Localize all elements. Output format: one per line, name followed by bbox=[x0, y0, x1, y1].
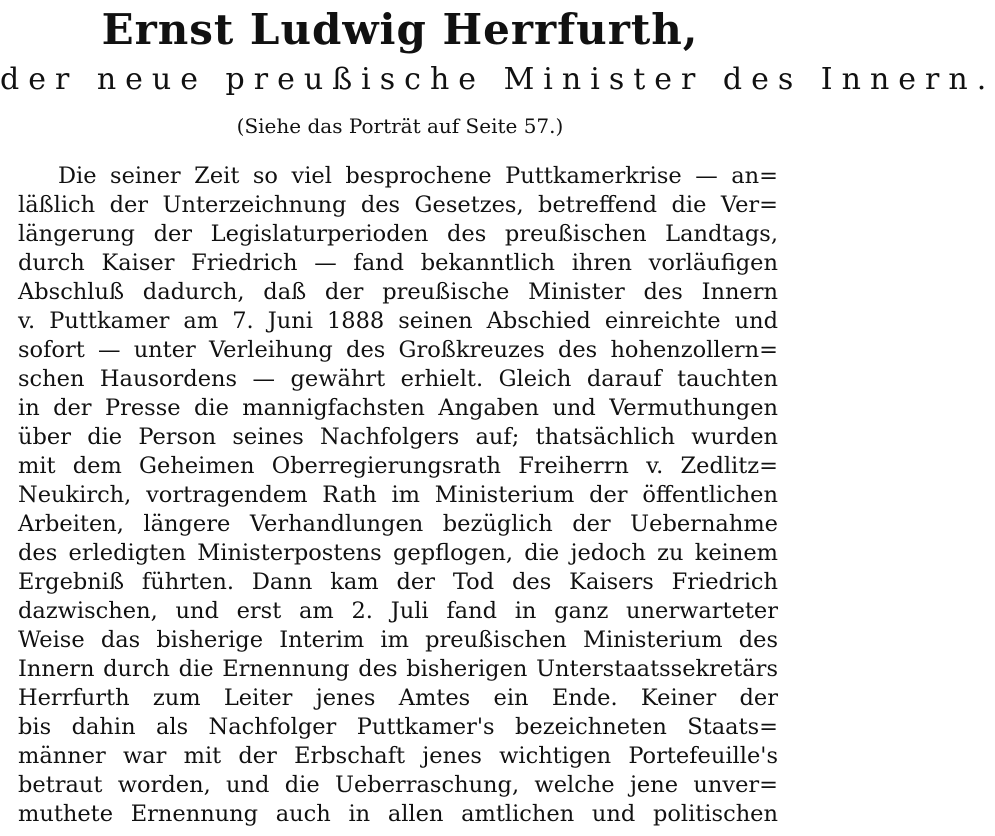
body-line: Ergebniß führten. Dann kam der Tod des Kaisers Friedrich bbox=[18, 569, 778, 595]
body-line: Abschluß dadurch, daß der preußische Minister des Innern bbox=[18, 279, 778, 305]
body-line: dazwischen, und erst am 2. Juli fand in ganz unerwarteter bbox=[18, 598, 778, 624]
body-line: Herrfurth zum Leiter jenes Amtes ein Ende. Keiner der bbox=[18, 685, 778, 711]
body-line: des erledigten Ministerpostens gepflogen, die jedoch zu keinem bbox=[18, 540, 778, 566]
body-line: Neukirch, vortragendem Rath im Ministerium der öffentlichen bbox=[18, 482, 778, 508]
body-line: über die Person seines Nachfolgers auf; thatsächlich wurden bbox=[18, 424, 778, 450]
body-line: in der Presse die mannigfachsten Angaben und Vermuthungen bbox=[18, 395, 778, 421]
body-line: Die seiner Zeit so viel besprochene Puttkamerkrise — an= bbox=[58, 163, 778, 189]
body-line: läßlich der Unterzeichnung des Gesetzes, betreffend die Ver= bbox=[18, 192, 778, 218]
body-line: Innern durch die Ernennung des bisherigen Unterstaatssekretärs bbox=[18, 656, 778, 682]
portrait-reference-note: (Siehe das Porträt auf Seite 57.) bbox=[236, 114, 564, 138]
body-line: männer war mit der Erbschaft jenes wichtigen Portefeuille's bbox=[18, 743, 778, 769]
body-line: betraut worden, und die Ueberraschung, welche jene unver= bbox=[18, 772, 778, 798]
article-title: Ernst Ludwig Herrfurth, bbox=[101, 5, 699, 54]
body-line: durch Kaiser Friedrich — fand bekanntlich ihren vorläufigen bbox=[18, 250, 778, 276]
body-line: Arbeiten, längere Verhandlungen bezüglich der Uebernahme bbox=[18, 511, 778, 537]
body-line: v. Puttkamer am 7. Juni 1888 seinen Abschied einreichte und bbox=[18, 308, 778, 334]
body-line: sofort — unter Verleihung des Großkreuzes des hohenzollern= bbox=[18, 337, 778, 363]
body-line: schen Hausordens — gewährt erhielt. Gleich darauf tauchten bbox=[18, 366, 778, 392]
body-line: längerung der Legislaturperioden des preußischen Landtags, bbox=[18, 221, 778, 247]
body-line: mit dem Geheimen Oberregierungsrath Freiherrn v. Zedlitz= bbox=[18, 453, 778, 479]
body-line: Weise das bisherige Interim im preußischen Ministerium des bbox=[18, 627, 778, 653]
body-line: muthete Ernennung auch in allen amtlichen und politischen bbox=[18, 801, 778, 827]
article-subtitle: der neue preußische Minister des Innern. bbox=[0, 62, 995, 97]
body-line: bis dahin als Nachfolger Puttkamer's bezeichneten Staats= bbox=[18, 714, 778, 740]
article-body bbox=[18, 162, 778, 829]
